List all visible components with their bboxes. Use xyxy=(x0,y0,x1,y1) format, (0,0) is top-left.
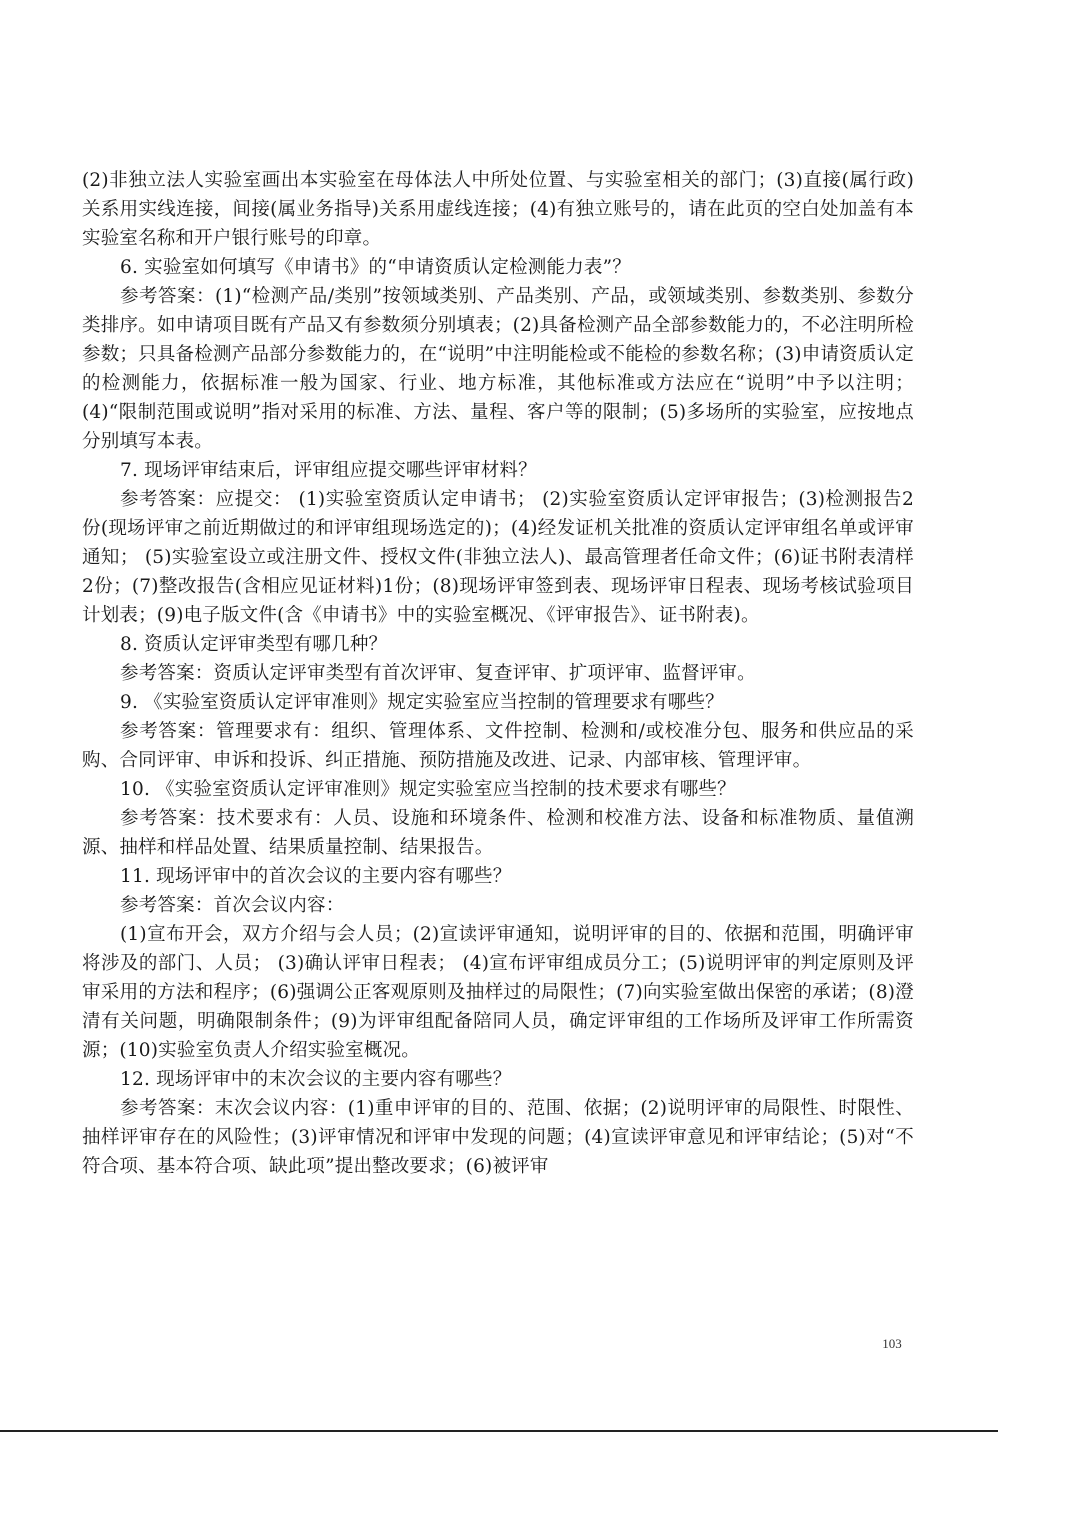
question-10: 10. 《实验室资质认定评审准则》规定实验室应当控制的技术要求有哪些？ xyxy=(120,779,736,800)
question-9: 9. 《实验室资质认定评审准则》规定实验室应当控制的管理要求有哪些？ xyxy=(120,692,724,713)
answer-12: 参考答案：末次会议内容：(1)重申评审的目的、范围、依据；(2)说明评审的局限性、时限性、抽样评审存在的风险性；(3)评审情况和评审中发现的问题；(4)宣读评审意见和评审结论；(5)对“不符合项、基本符合项、缺此项”提出整改要求；(6)被评审 xyxy=(82,1098,914,1177)
question-8: 8. 资质认定评审类型有哪几种？ xyxy=(120,634,388,655)
answer-11-intro: 参考答案：首次会议内容： xyxy=(120,895,345,916)
answer-7: 参考答案：应提交： (1)实验室资质认定申请书； (2)实验室资质认定评审报告；(3)检测报告2份(现场评审之前近期做过的和评审组现场选定的)；(4)经发证机关批准的资质认定评审组名单或评审通知； (5)实验室设立或注册文件、授权文件(非独立法人)、最高管理者任命文件；(6)证书附表清样2份；(7)整改报告(含相应见证材料)1份；(8)现场评审签到表、现场评审日程表、现场考核试验项目计划表；(9)电子版文件(含《申请书》中的实验室概况、《评审报告》、证书附表)。 xyxy=(82,489,914,626)
answer-9: 参考答案：管理要求有：组织、管理体系、文件控制、检测和/或校准分包、服务和供应品的采购、合同评审、申诉和投诉、纠正措施、预防措施及改进、记录、内部审核、管理评审。 xyxy=(82,721,914,771)
question-6: 6. 实验室如何填写《申请书》的“申请资质认定检测能力表”？ xyxy=(120,257,631,278)
body-text xyxy=(82,166,914,1181)
footer-divider xyxy=(0,1430,998,1432)
answer-6: 参考答案：(1)“检测产品/类别”按领域类别、产品类别、产品，或领域类别、参数类别、参数分类排序。如申请项目既有产品又有参数须分别填表；(2)具备检测产品全部参数能力的，不必注明所检参数；只具备检测产品部分参数能力的，在“说明”中注明能检或不能检的参数名称；(3)申请资质认定的检测能力，依据标准一般为国家、行业、地方标准，其他标准或方法应在“说明”中予以注明；(4)“限制范围或说明”指对采用的标准、方法、量程、客户等的限制；(5)多场所的实验室，应按地点分别填写本表。 xyxy=(82,286,914,452)
question-7: 7. 现场评审结束后，评审组应提交哪些评审材料？ xyxy=(120,460,537,481)
answer-10: 参考答案：技术要求有：人员、设施和环境条件、检测和校准方法、设备和标准物质、量值溯源、抽样和样品处置、结果质量控制、结果报告。 xyxy=(82,808,914,858)
paragraph-continuation: (2)非独立法人实验室画出本实验室在母体法人中所处位置、与实验室相关的部门；(3)直接(属行政)关系用实线连接，间接(属业务指导)关系用虚线连接；(4)有独立账号的，请在此页的空白处加盖有本实验室名称和开户银行账号的印章。 xyxy=(82,170,914,249)
answer-8: 参考答案：资质认定评审类型有首次评审、复查评审、扩项评审、监督评审。 xyxy=(120,663,756,684)
page-number: 103 xyxy=(882,1336,902,1351)
question-12: 12. 现场评审中的末次会议的主要内容有哪些？ xyxy=(120,1069,512,1090)
question-11: 11. 现场评审中的首次会议的主要内容有哪些？ xyxy=(120,866,512,887)
answer-11-list: (1)宣布开会，双方介绍与会人员；(2)宣读评审通知，说明评审的目的、依据和范围，明确评审将涉及的部门、人员； (3)确认评审日程表； (4)宣布评审组成员分工；(5)说明评审的判定原则及评审采用的方法和程序；(6)强调公正客观原则及抽样过的局限性；(7)向实验室做出保密的承诺；(8)澄清有关问题，明确限制条件；(9)为评审组配备陪同人员，确定评审组的工作场所及评审工作所需资源；(10)实验室负责人介绍实验室概况。 xyxy=(82,924,914,1061)
